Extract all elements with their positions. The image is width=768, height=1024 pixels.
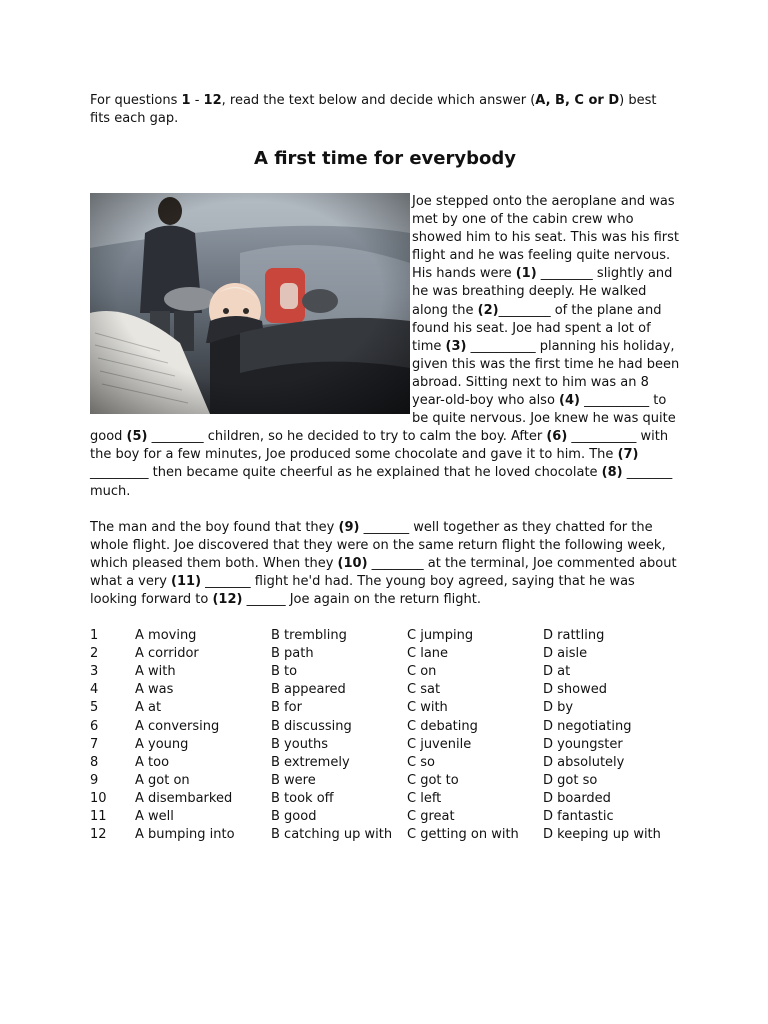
gap-number: (10)	[337, 555, 368, 571]
option-b: B trembling	[271, 628, 347, 644]
gap-number: (6)	[546, 429, 568, 445]
option-c: C great	[407, 809, 455, 824]
option-a: A disembarked	[135, 790, 233, 806]
gap-number: (9)	[338, 519, 360, 535]
option-row	[90, 808, 661, 826]
option-a: A bumping into	[135, 827, 235, 843]
option-c: C debating	[407, 718, 478, 734]
option-c: C on	[407, 664, 437, 680]
option-c: C juvenile	[407, 736, 472, 752]
paragraph-text: Joe stepped onto the aeroplane and was met by one of the cabin crew who showed him to his seat. This was his first flight and he was feeling quite nervous. His hands were	[412, 194, 680, 282]
question-number: 3	[90, 664, 99, 680]
option-d: D aisle	[543, 646, 588, 662]
option-row	[90, 718, 661, 736]
option-row	[90, 645, 661, 663]
range-start: 1	[181, 93, 191, 108]
instructions-mid: , read the text below and decide which answer (	[221, 93, 536, 108]
option-d: D fantastic	[543, 809, 614, 824]
option-b: B good	[271, 809, 317, 824]
option-a: A too	[135, 754, 170, 770]
option-row	[90, 826, 661, 844]
question-number: 2	[90, 646, 99, 662]
paragraph-2	[90, 519, 680, 609]
paragraph-text: ________ of the plane and found his seat. Joe had spent a lot of time	[412, 302, 662, 354]
gap-number: (11)	[171, 573, 202, 589]
paragraph-text: _______ well together as they chatted for the whole flight. Joe discovered that they were on the same return flight the following week, which pleased them both. When they	[90, 519, 666, 571]
question-number: 4	[90, 682, 99, 698]
instructions-pre: For questions	[90, 93, 182, 108]
paragraph-text: __________ to be quite nervous. Joe knew he was quite good	[90, 393, 676, 445]
option-d: D rattling	[543, 628, 605, 644]
option-b: B extremely	[271, 754, 350, 770]
option-d: D keeping up with	[543, 827, 661, 843]
gap-number: (12)	[212, 591, 243, 607]
option-c: C so	[407, 754, 435, 770]
option-b: B to	[271, 664, 298, 680]
option-c: C sat	[407, 682, 441, 698]
option-row	[90, 627, 661, 645]
instructions-post: ) best fits each gap.	[90, 93, 657, 126]
option-a: A conversing	[135, 718, 220, 734]
option-row	[90, 699, 661, 717]
option-c: C left	[407, 790, 442, 806]
range-end: 12	[203, 93, 222, 108]
question-number: 7	[90, 736, 99, 752]
option-d: D youngster	[543, 736, 623, 752]
page-title: A first time for everybody	[254, 148, 516, 169]
option-d: D at	[543, 664, 571, 680]
option-row	[90, 681, 661, 699]
option-a: A young	[135, 736, 189, 752]
option-b: B appeared	[271, 682, 346, 698]
paragraph-text: _________ then became quite cheerful as he explained that he loved chocolate	[90, 465, 602, 481]
option-a: A well	[135, 809, 174, 824]
option-a: A got on	[135, 772, 190, 788]
range-sep: -	[190, 93, 204, 108]
paragraph-text: ________ slightly and he was breathing deeply. He walked along the	[412, 266, 673, 318]
paragraph-text: __________ with the boy for a few minutes, Joe produced some chocolate and gave it to him. The	[90, 429, 669, 463]
option-d: D got so	[543, 772, 598, 788]
question-number: 9	[90, 772, 99, 788]
paragraph-text: _______ flight he'd had. The young boy agreed, saying that he was looking forward to	[90, 573, 635, 607]
airplane-cabin-photo	[90, 193, 410, 414]
paragraph-text: The man and the boy found that they	[90, 519, 339, 535]
gap-number: (8)	[601, 465, 623, 481]
option-b: B took off	[271, 790, 334, 806]
option-d: D by	[543, 700, 574, 716]
option-a: A with	[135, 664, 176, 680]
question-number: 12	[90, 827, 107, 843]
gap-number: (1)	[515, 266, 537, 282]
option-b: B path	[271, 646, 314, 662]
gap-number: (5)	[126, 429, 148, 445]
article	[90, 193, 680, 609]
option-row	[90, 790, 661, 808]
worksheet	[90, 92, 680, 844]
option-row	[90, 736, 661, 754]
question-number: 6	[90, 718, 99, 734]
option-c: C getting on with	[407, 827, 519, 843]
question-number: 5	[90, 700, 99, 716]
option-c: C jumping	[407, 628, 474, 644]
option-b: B catching up with	[271, 827, 393, 843]
option-d: D absolutely	[543, 754, 625, 770]
option-a: A was	[135, 682, 174, 698]
option-d: D negotiating	[543, 718, 632, 734]
gap-number: (3)	[445, 338, 467, 354]
option-c: C lane	[407, 646, 449, 662]
option-row	[90, 754, 661, 772]
option-c: C with	[407, 700, 448, 716]
paragraph-text: _______ much.	[90, 465, 673, 499]
option-row	[90, 663, 661, 681]
gap-number: (7)	[617, 447, 639, 463]
paragraph-text: ________ children, so he decided to try to calm the boy. After	[147, 429, 547, 445]
option-b: B discussing	[271, 718, 352, 734]
paragraph-text: ______ Joe again on the return flight.	[242, 591, 481, 607]
question-number: 1	[90, 628, 99, 644]
option-a: A at	[135, 700, 162, 716]
option-d: D showed	[543, 682, 607, 698]
gap-number: (2)	[477, 302, 499, 318]
paragraph-text: __________ planning his holiday, given this was the first time he had been abroad. Sitting next to him was an 8 year-old-boy who also	[412, 338, 680, 409]
question-number: 10	[90, 790, 107, 806]
paragraph-text: ________ at the terminal, Joe commented about what a very	[90, 555, 677, 589]
instructions	[90, 92, 680, 128]
option-a: A moving	[135, 628, 197, 644]
option-row	[90, 772, 661, 790]
gap-number: (4)	[559, 393, 580, 409]
option-b: B youths	[271, 736, 329, 752]
answer-options-table	[90, 627, 661, 844]
option-b: B for	[271, 700, 302, 716]
option-d: D boarded	[543, 790, 611, 806]
question-number: 11	[90, 809, 107, 824]
answer-choices: A, B, C or D	[535, 93, 620, 108]
question-number: 8	[90, 754, 99, 770]
option-c: C got to	[407, 772, 459, 788]
option-a: A corridor	[135, 646, 199, 662]
option-b: B were	[271, 772, 316, 788]
